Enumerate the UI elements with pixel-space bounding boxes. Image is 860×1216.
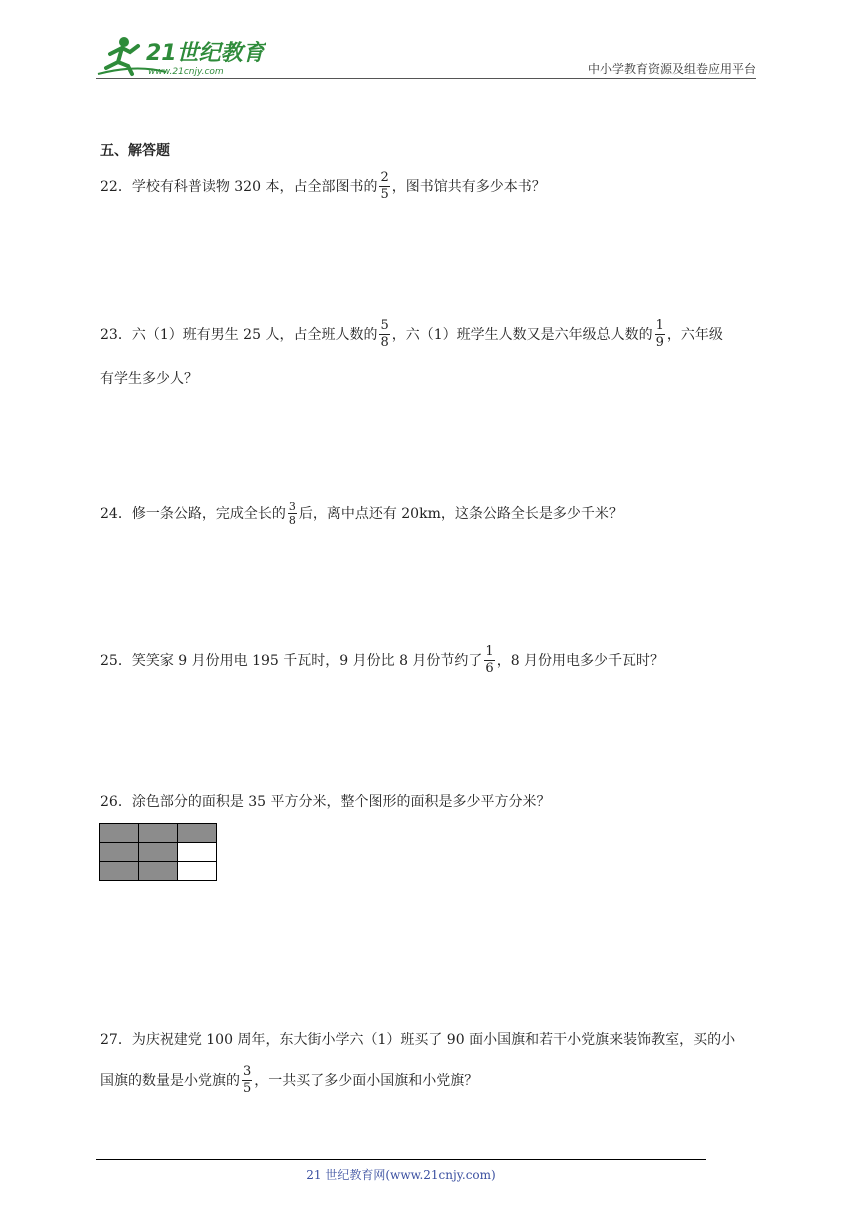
fraction-denominator: 5 [380,187,389,202]
question-text: 为庆祝建党 100 周年，东大街小学六（1）班买了 90 面小国旗和若干小党旗来装饰教室，买的小 [131,1032,736,1048]
fraction-numerator: 3 [288,500,296,513]
fraction [242,1064,252,1097]
question-number: 23． [100,326,132,343]
shaded-grid-figure [99,823,217,881]
fraction [288,500,297,527]
question-text: ，六（1）班学生人数又是六年级总人数的 [391,326,653,343]
fraction-numerator: 5 [380,318,389,333]
question-text: 有学生多少人？ [100,371,198,387]
fraction-denominator: 6 [485,661,494,676]
fraction-numerator: 3 [243,1064,252,1079]
logo-url: www.21cnjy.com [148,67,224,77]
fraction-numerator: 1 [655,318,664,333]
site-logo [96,34,266,78]
question-number: 26． [100,794,132,810]
footer-link[interactable]: 21 世纪教育网(www.21cnjy.com) [306,1168,496,1182]
question-text: ，图书馆共有多少本书？ [391,178,546,195]
fraction [379,170,389,203]
grid-cell-shaded [100,862,139,881]
grid-cell-shaded [178,824,217,843]
fraction-denominator: 5 [243,1081,252,1096]
section-title: 五、解答题 [100,143,170,159]
header-divider [96,78,756,79]
question-text: ，8 月份用电多少千瓦时？ [496,652,665,669]
question-text: 六（1）班有男生 25 人，占全班人数的 [131,326,378,343]
fraction [379,318,389,351]
question-22 [100,170,546,203]
question-number: 22． [100,178,132,195]
grid-cell-shaded [100,843,139,862]
grid-cell-white [178,862,217,881]
question-27 [100,1030,735,1097]
fraction-denominator: 9 [655,335,664,350]
fraction-denominator: 8 [380,335,389,350]
question-text: 国旗的数量是小党旗的 [100,1072,240,1089]
question-text: ，一共买了多少面小国旗和小党旗？ [254,1072,479,1089]
logo-text: 21世纪教育 [146,41,265,66]
fraction [655,318,665,351]
grid-cell-white [178,843,217,862]
question-25 [100,644,664,677]
fraction-denominator: 8 [288,514,296,527]
question-text: 后，离中点还有 20km，这条公路全长是多少千米？ [298,505,623,522]
question-text: 修一条公路，完成全长的 [131,505,286,522]
question-number: 27． [100,1032,132,1048]
question-number: 25． [100,652,132,669]
header-platform-text: 中小学教育资源及组卷应用平台 [587,62,756,76]
fraction-numerator: 2 [380,170,389,185]
grid-cell-shaded [139,862,178,881]
grid-cell-shaded [100,824,139,843]
footer-divider [96,1159,706,1160]
question-23 [100,318,723,389]
question-26 [100,792,551,812]
question-text: ，六年级 [666,326,723,343]
question-text: 笑笑家 9 月份用电 195 千瓦时，9 月份比 8 月份节约了 [131,652,483,669]
question-text: 涂色部分的面积是 35 平方分米，整个图形的面积是多少平方分米？ [131,794,551,810]
question-text: 学校有科普读物 320 本，占全部图书的 [131,178,378,195]
grid-cell-shaded [139,824,178,843]
fraction-numerator: 1 [485,644,494,659]
question-24 [100,500,623,527]
grid-cell-shaded [139,843,178,862]
question-number: 24． [100,505,132,522]
fraction [484,644,494,677]
